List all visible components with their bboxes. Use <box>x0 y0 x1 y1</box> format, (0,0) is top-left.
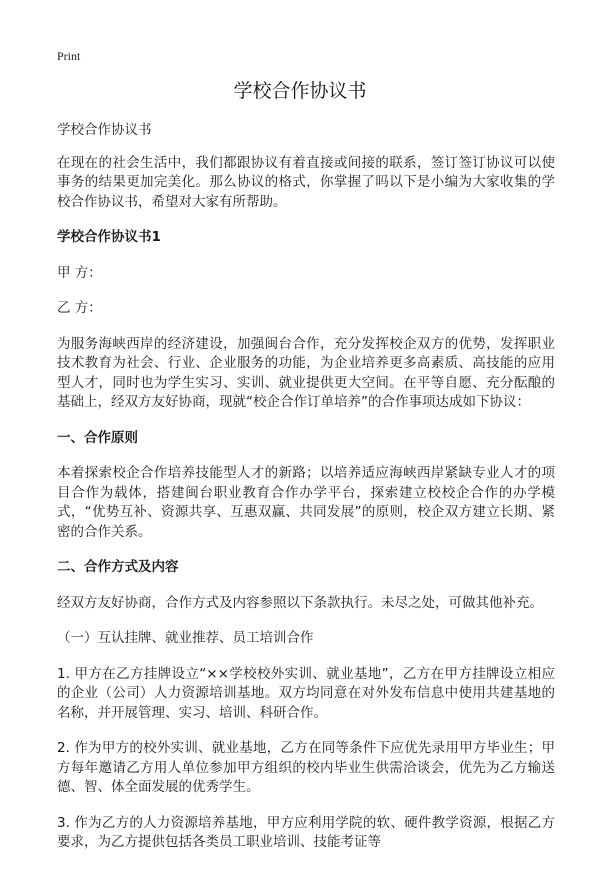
principle-paragraph: 本着探索校企合作培养技能型人才的新路；以培养适应海峡西岸紧缺专业人才的项目合作为载体，搭建闽台职业教育合作办学平台，探索建立校校企合作的办学模式，“优势互补、资源共享、互惠双赢、共同发展”的原则，校企双方建立长期、紧密的合作关系。 <box>57 465 555 540</box>
party-a-label: 甲 方： <box>57 264 102 281</box>
document-body <box>57 121 555 869</box>
party-b-label: 乙 方： <box>57 300 102 316</box>
subsection-title: （一）互认挂牌、就业推荐、员工培训合作 <box>57 630 314 646</box>
method-paragraph: 经双方友好协商，合作方式及内容参照以下条款执行。未尽之处，可做其他补充。 <box>57 594 543 611</box>
clause-item-1: 1. 甲方在乙方挂牌设立“××学校校外实训、就业基地”，乙方在甲方挂牌设立相应的企业（公司）人力资源培训基地。双方均同意在对外发布信息中使用共建基地的名称，并开展管理、实习、培训、科研合作。 <box>57 665 555 721</box>
section-title: 学校合作协议书1 <box>57 229 161 245</box>
heading-principles: 一、合作原则 <box>57 429 138 446</box>
clause-item-2: 2. 作为甲方的校外实训、就业基地，乙方在同等条件下应优先录用甲方毕业生；甲方每年邀请乙方用人单位参加甲方组织的校内毕业生供需洽谈会，优先为乙方输送德、智、体全面发展的优秀学生。 <box>57 740 555 795</box>
purpose-paragraph: 为服务海峡西岸的经济建设，加强闽台合作，充分发挥校企双方的优势，发挥职业技术教育为社会、行业、企业服务的功能，为企业培养更多高素质、高技能的应用型人才，同时也为学生实习、实训、就业提供更大空间。在平等自愿、充分酝酿的基础上，经双方友好协商，现就“校企合作订单培养”的合作事项达成如下协议： <box>57 335 555 410</box>
document-title: 学校合作协议书 <box>233 80 367 102</box>
print-link[interactable]: Print <box>57 49 81 63</box>
document-subtitle: 学校合作协议书 <box>57 122 152 138</box>
intro-paragraph: 在现在的社会生活中，我们都跟协议有着直接或间接的联系，签订签订协议可以使事务的结果更加完美化。那么协议的格式，你掌握了吗以下是小编为大家收集的学校合作协议书，希望对大家有所帮助。 <box>57 154 555 210</box>
heading-methods: 二、合作方式及内容 <box>57 559 179 575</box>
clause-item-3: 3. 作为乙方的人力资源培养基地，甲方应利用学院的软、硬件教学资源，根据乙方要求，为乙方提供包括各类员工职业培训、技能考证等 <box>57 814 555 850</box>
